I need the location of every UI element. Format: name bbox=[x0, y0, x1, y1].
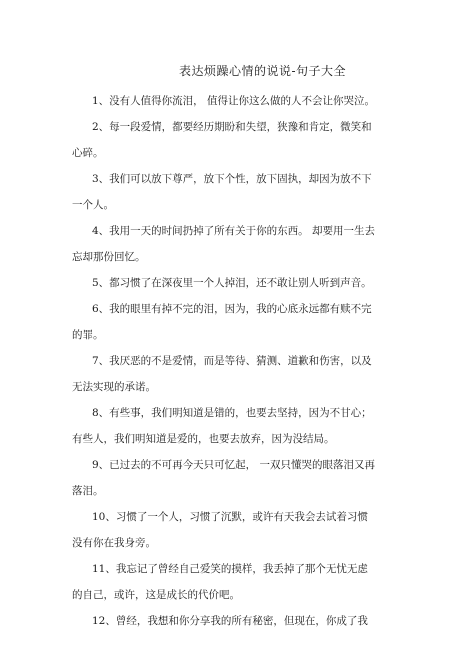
item-line: 无法实现的承诺。 bbox=[72, 381, 156, 393]
list-item bbox=[72, 608, 402, 634]
list-item bbox=[72, 504, 402, 556]
list-item bbox=[72, 296, 402, 348]
item-line: 2、每一段爱情，都要经历期盼和失望，狭豫和肯定，微笑和 bbox=[92, 121, 372, 133]
item-line: 5、都习惯了在深夜里一个人掉泪，还不敢让别人听到声音。 bbox=[92, 277, 372, 289]
list-item bbox=[72, 88, 402, 114]
list-item bbox=[72, 452, 402, 504]
item-line: 3、我们可以放下尊严，放下个性，放下固执，却因为放不下 bbox=[92, 173, 372, 185]
item-line: 9、已过去的不可再今天只可忆起， 一双只懂哭的眼落泪又再 bbox=[92, 459, 376, 471]
list-item bbox=[72, 348, 402, 400]
list-item bbox=[72, 400, 402, 452]
item-line: 有些人，我们明知道是爱的，也要去放弃，因为没结局。 bbox=[72, 433, 335, 445]
item-line: 12、曾经，我想和你分享我的所有秘密，但现在，你成了我 bbox=[92, 615, 368, 627]
item-line: 的罪。 bbox=[72, 329, 104, 341]
item-line: 6、我的眼里有掉不完的泪，因为，我的心底永远都有赎不完 bbox=[92, 303, 372, 315]
item-line: 11、我忘记了曾经自己爱笑的摸样，我丢掉了那个无忧无虑 bbox=[92, 563, 368, 575]
item-line: 10、习惯了一个人，习惯了沉默，或许有天我会去试着习惯 bbox=[92, 511, 368, 523]
item-line: 落泪。 bbox=[72, 485, 104, 497]
item-line: 心碎。 bbox=[72, 147, 104, 159]
document-title: 表达烦躁心情的说说-句子大全 bbox=[178, 64, 347, 78]
item-line: 的自己，或许，这是成长的代价吧。 bbox=[72, 589, 240, 601]
item-line: 没有你在我身旁。 bbox=[72, 537, 156, 549]
item-line: 4、我用一天的时间扔掉了所有关于你的东西。 却要用一生去 bbox=[92, 225, 376, 237]
item-line: 忘却那份回忆。 bbox=[72, 251, 146, 263]
list-item bbox=[72, 270, 402, 296]
item-line: 7、我厌恶的不是爱情，而是等待、猜测、道歉和伤害，以及 bbox=[92, 355, 372, 367]
list-item bbox=[72, 166, 402, 218]
item-line: 一个人。 bbox=[72, 199, 114, 211]
item-line: 8、有些事，我们明知道是错的，也要去坚持，因为不甘心； bbox=[92, 407, 372, 419]
document-body bbox=[72, 88, 402, 634]
list-item bbox=[72, 218, 402, 270]
list-item bbox=[72, 556, 402, 608]
item-line: 1、没有人值得你流泪， 值得让你这么做的人不会让你哭泣。 bbox=[92, 95, 376, 107]
list-item bbox=[72, 114, 402, 166]
